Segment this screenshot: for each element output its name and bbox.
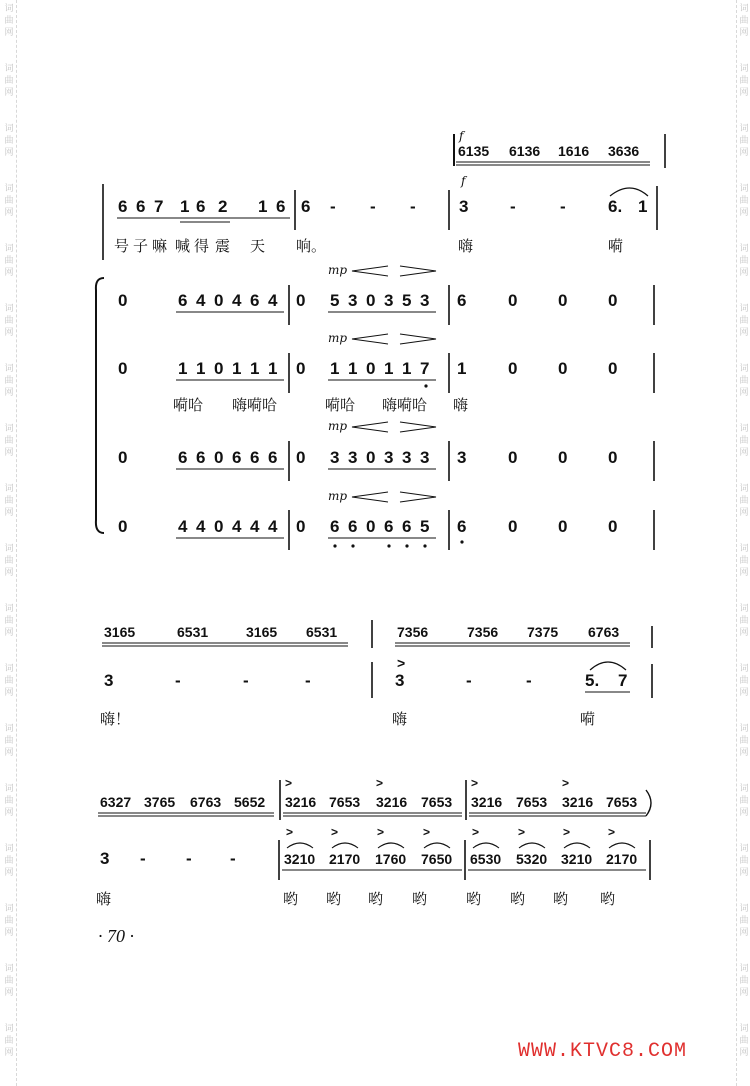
note: 1 (638, 197, 648, 216)
instr-group: 3165 (246, 624, 278, 640)
chorus-brace (96, 278, 104, 533)
watermark-glyph: 网 (739, 28, 749, 38)
note: 6 (276, 197, 286, 216)
lyric: 得 (194, 237, 210, 255)
watermark-glyph: 网 (739, 568, 749, 578)
note: 3 (384, 448, 394, 467)
watermark-glyph: 网 (4, 208, 14, 218)
note: 6 (118, 197, 128, 216)
note: 6 (457, 291, 467, 310)
watermark-glyph: 网 (4, 28, 14, 38)
watermark-glyph: 网 (4, 448, 14, 458)
lyric: 天 (250, 237, 266, 255)
watermark-glyph: 曲 (739, 736, 749, 746)
watermark-glyph: 网 (739, 388, 749, 398)
note: 1 (402, 359, 412, 378)
note: 3 (420, 291, 430, 310)
watermark-glyph: 网 (4, 268, 14, 278)
watermark-glyph: 词 (4, 544, 14, 554)
note: 1 (457, 359, 467, 378)
dynamic-mp: mp (328, 331, 348, 345)
watermark-glyph: 网 (4, 508, 14, 518)
note: 0 (608, 517, 618, 536)
watermark-glyph: 曲 (4, 556, 14, 566)
lyric: 哟 (283, 890, 299, 908)
page-number: · 70 · (98, 926, 134, 946)
note: 0 (366, 448, 376, 467)
lyric: 嗬 (608, 237, 624, 255)
watermark-glyph: 曲 (739, 316, 749, 326)
svg-text:>: > (377, 825, 385, 839)
watermark-glyph: 网 (4, 328, 14, 338)
note: 0 (296, 448, 306, 467)
note: 4 (232, 517, 242, 536)
watermark-glyph: 词 (4, 844, 14, 854)
note: 4 (196, 517, 206, 536)
watermark-glyph: 词 (4, 4, 14, 14)
note: 1 (330, 359, 340, 378)
watermark-glyph: 曲 (4, 856, 14, 866)
note: 0 (366, 359, 376, 378)
lyric: 嘛 (152, 237, 168, 255)
watermark-glyph: 词 (4, 304, 14, 314)
dynamic-f: f (459, 129, 464, 143)
watermark-glyph: 词 (4, 184, 14, 194)
note: 4 (178, 517, 188, 536)
watermark-glyph: 词 (4, 904, 14, 914)
note: 0 (608, 448, 618, 467)
note: 1 (180, 197, 190, 216)
watermark-glyph: 网 (739, 508, 749, 518)
watermark-glyph: 词 (4, 604, 14, 614)
note-group: 2170 (329, 851, 361, 867)
dash: - (466, 671, 472, 690)
note: 0 (366, 517, 376, 536)
watermark-glyph: 网 (739, 328, 749, 338)
instr-group: 6327 (100, 794, 132, 810)
watermark-glyph: 网 (4, 1048, 14, 1058)
watermark-glyph: 词 (739, 1024, 749, 1034)
watermark-glyph: 网 (4, 688, 14, 698)
watermark-glyph: 曲 (739, 796, 749, 806)
instr-group: 7356 (467, 624, 499, 640)
watermark-glyph: 词 (739, 4, 749, 14)
note: 1 (384, 359, 394, 378)
note: 0 (118, 448, 128, 467)
note: 3 (420, 448, 430, 467)
note: 3 (100, 849, 110, 868)
note: 3 (459, 197, 469, 216)
note: 1 (232, 359, 242, 378)
dynamic-f: f (461, 174, 466, 188)
lyric: 嗨 (392, 710, 408, 728)
watermark-glyph: 词 (4, 124, 14, 134)
note: 3 (395, 671, 405, 690)
instr-group: 6763 (588, 624, 620, 640)
watermark-glyph: 网 (739, 808, 749, 818)
lyric: 嗬 (580, 710, 596, 728)
system-2 (100, 620, 652, 728)
note: 0 (366, 291, 376, 310)
note: 4 (232, 291, 242, 310)
note-group: 5320 (516, 851, 548, 867)
watermark-glyph: 词 (4, 964, 14, 974)
lyric: 哟 (466, 890, 482, 908)
watermark-glyph: 网 (4, 808, 14, 818)
lyric: 嗨嗬哈 (232, 396, 278, 414)
watermark-glyph: 网 (4, 988, 14, 998)
note: 0 (608, 359, 618, 378)
lyric: 哟 (553, 890, 569, 908)
note: 0 (118, 291, 128, 310)
note: 0 (558, 359, 568, 378)
watermark-glyph: 曲 (739, 856, 749, 866)
note: 3 (384, 291, 394, 310)
note: 3 (402, 448, 412, 467)
dash: - (510, 197, 516, 216)
note-group: 2170 (606, 851, 638, 867)
note: 0 (508, 359, 518, 378)
watermark-glyph: 词 (4, 784, 14, 794)
watermark-glyph: 网 (4, 628, 14, 638)
dash: - (410, 197, 416, 216)
watermark-glyph: 网 (4, 868, 14, 878)
dash: - (526, 671, 532, 690)
lyric: 嗨 (458, 237, 474, 255)
lyric: 嗨！ (100, 710, 131, 728)
note: 0 (296, 517, 306, 536)
watermark-glyph: 网 (739, 1048, 749, 1058)
svg-text:>: > (472, 825, 480, 839)
watermark-glyph: 曲 (739, 256, 749, 266)
note-group: 7650 (421, 851, 453, 867)
note: 4 (250, 517, 260, 536)
watermark-glyph: 网 (739, 988, 749, 998)
instr-group: 3165 (104, 624, 136, 640)
note: 1 (196, 359, 206, 378)
watermark-glyph: 词 (739, 364, 749, 374)
watermark-glyph: 网 (4, 748, 14, 758)
svg-text:>: > (471, 776, 479, 790)
instr-group: 6531 (306, 624, 338, 640)
note: 6 (196, 197, 206, 216)
dynamic-mp: mp (328, 419, 348, 433)
note: 6 (232, 448, 242, 467)
note: 5. (585, 671, 600, 690)
watermark-glyph: 词 (4, 64, 14, 74)
watermark-glyph: 曲 (4, 136, 14, 146)
svg-text:>: > (331, 825, 339, 839)
note: 0 (508, 448, 518, 467)
lyric: 哟 (600, 890, 616, 908)
watermark-glyph: 曲 (4, 616, 14, 626)
instr-group: 7356 (397, 624, 429, 640)
watermark-glyph: 词 (739, 244, 749, 254)
instr-group: 6531 (177, 624, 209, 640)
watermark-glyph: 曲 (4, 916, 14, 926)
note: 5 (330, 291, 340, 310)
watermark-glyph: 曲 (739, 616, 749, 626)
svg-text:>: > (518, 825, 526, 839)
watermark-glyph: 词 (4, 424, 14, 434)
instr-group: 3216 (471, 794, 503, 810)
watermark-glyph: 词 (739, 904, 749, 914)
note: 6 (196, 448, 206, 467)
watermark-glyph: 词 (739, 784, 749, 794)
note: 1 (258, 197, 268, 216)
watermark-glyph: 词 (4, 664, 14, 674)
watermark-glyph: 词 (4, 724, 14, 734)
note: 3 (348, 448, 358, 467)
note: 6 (348, 517, 358, 536)
dynamic-mp: mp (328, 489, 348, 503)
note: 0 (118, 517, 128, 536)
watermark-glyph: 词 (739, 544, 749, 554)
watermark-glyph: 词 (4, 364, 14, 374)
note: 6 (384, 517, 394, 536)
watermark-glyph: 词 (4, 244, 14, 254)
svg-text:>: > (423, 825, 431, 839)
system-3 (96, 776, 651, 908)
watermark-glyph: 曲 (739, 916, 749, 926)
site-watermark: WWW.KTVC8.COM (518, 1040, 688, 1063)
instr-group: 3636 (608, 143, 640, 159)
watermark-glyph: 词 (739, 664, 749, 674)
watermark-glyph: 词 (4, 484, 14, 494)
watermark-glyph: 词 (739, 604, 749, 614)
lyric: 哟 (326, 890, 342, 908)
note: 6 (402, 517, 412, 536)
lyric: 嗨嗬哈 (382, 396, 428, 414)
note: 6 (178, 291, 188, 310)
watermark-glyph: 曲 (4, 976, 14, 986)
accent-mark: > (397, 655, 406, 671)
svg-text:>: > (563, 825, 571, 839)
svg-text:>: > (286, 825, 294, 839)
instr-group: 1616 (558, 143, 590, 159)
note: 3 (348, 291, 358, 310)
note: 1 (250, 359, 260, 378)
lyric: 震 (215, 237, 231, 255)
lyric: 喊 (175, 237, 191, 255)
dash: - (330, 197, 336, 216)
watermark-glyph: 词 (739, 184, 749, 194)
watermark-glyph: 曲 (4, 196, 14, 206)
watermark-glyph: 网 (4, 568, 14, 578)
watermark-glyph: 曲 (4, 1036, 14, 1046)
watermark-glyph: 曲 (739, 976, 749, 986)
lyric: 哟 (510, 890, 526, 908)
note: 0 (296, 359, 306, 378)
watermark-glyph: 曲 (4, 496, 14, 506)
dash: - (230, 849, 236, 868)
note-group: 6530 (470, 851, 502, 867)
note: 4 (268, 291, 278, 310)
note: 6 (178, 448, 188, 467)
note: 4 (268, 517, 278, 536)
watermark-glyph: 词 (739, 64, 749, 74)
dash: - (305, 671, 311, 690)
system-1 (96, 129, 665, 550)
lyric: 响。 (296, 237, 327, 255)
note: 1 (178, 359, 188, 378)
watermark-glyph: 曲 (4, 256, 14, 266)
note: 3 (104, 671, 114, 690)
watermark-glyph: 曲 (739, 1036, 749, 1046)
dash: - (186, 849, 192, 868)
watermark-glyph: 曲 (4, 76, 14, 86)
watermark-glyph: 网 (4, 928, 14, 938)
watermark-glyph: 曲 (739, 436, 749, 446)
watermark-glyph: 词 (739, 484, 749, 494)
dash: - (175, 671, 181, 690)
watermark-glyph: 曲 (739, 76, 749, 86)
note: 6 (268, 448, 278, 467)
note: 7 (618, 671, 628, 690)
watermark-glyph: 网 (739, 928, 749, 938)
svg-text:>: > (608, 825, 616, 839)
note-group: 3210 (561, 851, 593, 867)
note: 6 (457, 517, 467, 536)
watermark-glyph: 曲 (4, 316, 14, 326)
dynamic-mp: mp (328, 263, 348, 277)
watermark-glyph: 网 (739, 628, 749, 638)
watermark-glyph: 曲 (4, 676, 14, 686)
watermark-glyph: 网 (739, 868, 749, 878)
watermark-glyph: 词 (739, 844, 749, 854)
note: 2 (218, 197, 228, 216)
dash: - (243, 671, 249, 690)
note: 0 (558, 517, 568, 536)
note: 1 (268, 359, 278, 378)
instr-group: 3765 (144, 794, 176, 810)
watermark-glyph: 曲 (739, 556, 749, 566)
watermark-glyph: 曲 (4, 796, 14, 806)
watermark-glyph: 曲 (739, 496, 749, 506)
note: 6 (301, 197, 311, 216)
lyric: 哟 (368, 890, 384, 908)
svg-text:>: > (562, 776, 570, 790)
note: 6. (608, 197, 623, 216)
watermark-glyph: 网 (739, 268, 749, 278)
note: 0 (118, 359, 128, 378)
lyric: 嗨 (96, 890, 112, 908)
note: 3 (457, 448, 467, 467)
instr-group: 6135 (458, 143, 490, 159)
watermark-glyph: 词 (739, 724, 749, 734)
svg-text:>: > (285, 776, 293, 790)
note: 0 (214, 359, 224, 378)
lyric: 子 (133, 237, 149, 255)
watermark-glyph: 网 (739, 448, 749, 458)
note: 0 (214, 291, 224, 310)
lyric: 嗬哈 (325, 396, 356, 414)
note: 0 (608, 291, 618, 310)
instr-group: 3216 (285, 794, 317, 810)
note: 0 (214, 448, 224, 467)
dash: - (560, 197, 566, 216)
watermark-glyph: 网 (739, 748, 749, 758)
watermark-glyph: 曲 (739, 136, 749, 146)
watermark-glyph: 网 (739, 208, 749, 218)
note: 0 (508, 517, 518, 536)
watermark-glyph: 网 (739, 688, 749, 698)
dash: - (140, 849, 146, 868)
watermark-glyph: 词 (739, 964, 749, 974)
svg-text:>: > (376, 776, 384, 790)
instr-group: 5652 (234, 794, 266, 810)
note: 3 (330, 448, 340, 467)
instr-group: 6136 (509, 143, 541, 159)
watermark-glyph: 曲 (4, 376, 14, 386)
instr-group: 3216 (376, 794, 408, 810)
instr-group: 3216 (562, 794, 594, 810)
watermark-glyph: 曲 (739, 16, 749, 26)
note: 6 (330, 517, 340, 536)
note: 4 (196, 291, 206, 310)
watermark-glyph: 曲 (4, 436, 14, 446)
note: 6 (136, 197, 146, 216)
watermark-glyph: 网 (739, 148, 749, 158)
watermark-glyph: 曲 (739, 676, 749, 686)
note: 6 (250, 448, 260, 467)
watermark-glyph: 网 (4, 88, 14, 98)
note: 5 (420, 517, 430, 536)
instr-group: 7375 (527, 624, 559, 640)
note: 6 (250, 291, 260, 310)
watermark-glyph: 词 (739, 424, 749, 434)
watermark-glyph: 网 (4, 388, 14, 398)
note: 0 (508, 291, 518, 310)
note: 0 (296, 291, 306, 310)
watermark-glyph: 词 (4, 1024, 14, 1034)
note-group: 3210 (284, 851, 316, 867)
watermark-glyph: 曲 (4, 16, 14, 26)
watermark-glyph: 网 (4, 148, 14, 158)
note-group: 1760 (375, 851, 407, 867)
note: 7 (420, 359, 430, 378)
lyric: 哟 (412, 890, 428, 908)
watermark-glyph: 曲 (4, 736, 14, 746)
lyric: 嗬哈 (173, 396, 204, 414)
instr-group: 7653 (606, 794, 638, 810)
instr-group: 6763 (190, 794, 222, 810)
watermark-glyph: 曲 (739, 196, 749, 206)
note: 0 (214, 517, 224, 536)
instr-group: 7653 (516, 794, 548, 810)
dash: - (370, 197, 376, 216)
watermark-glyph: 曲 (739, 376, 749, 386)
note: 7 (154, 197, 164, 216)
note: 5 (402, 291, 412, 310)
instr-group: 7653 (329, 794, 361, 810)
watermark-glyph: 词 (739, 304, 749, 314)
note: 0 (558, 291, 568, 310)
lyric: 号 (114, 237, 130, 255)
watermark-glyph: 词 (739, 124, 749, 134)
lyric: 嗨 (453, 396, 469, 414)
note: 1 (348, 359, 358, 378)
instr-group: 7653 (421, 794, 453, 810)
note: 0 (558, 448, 568, 467)
watermark-glyph: 网 (739, 88, 749, 98)
